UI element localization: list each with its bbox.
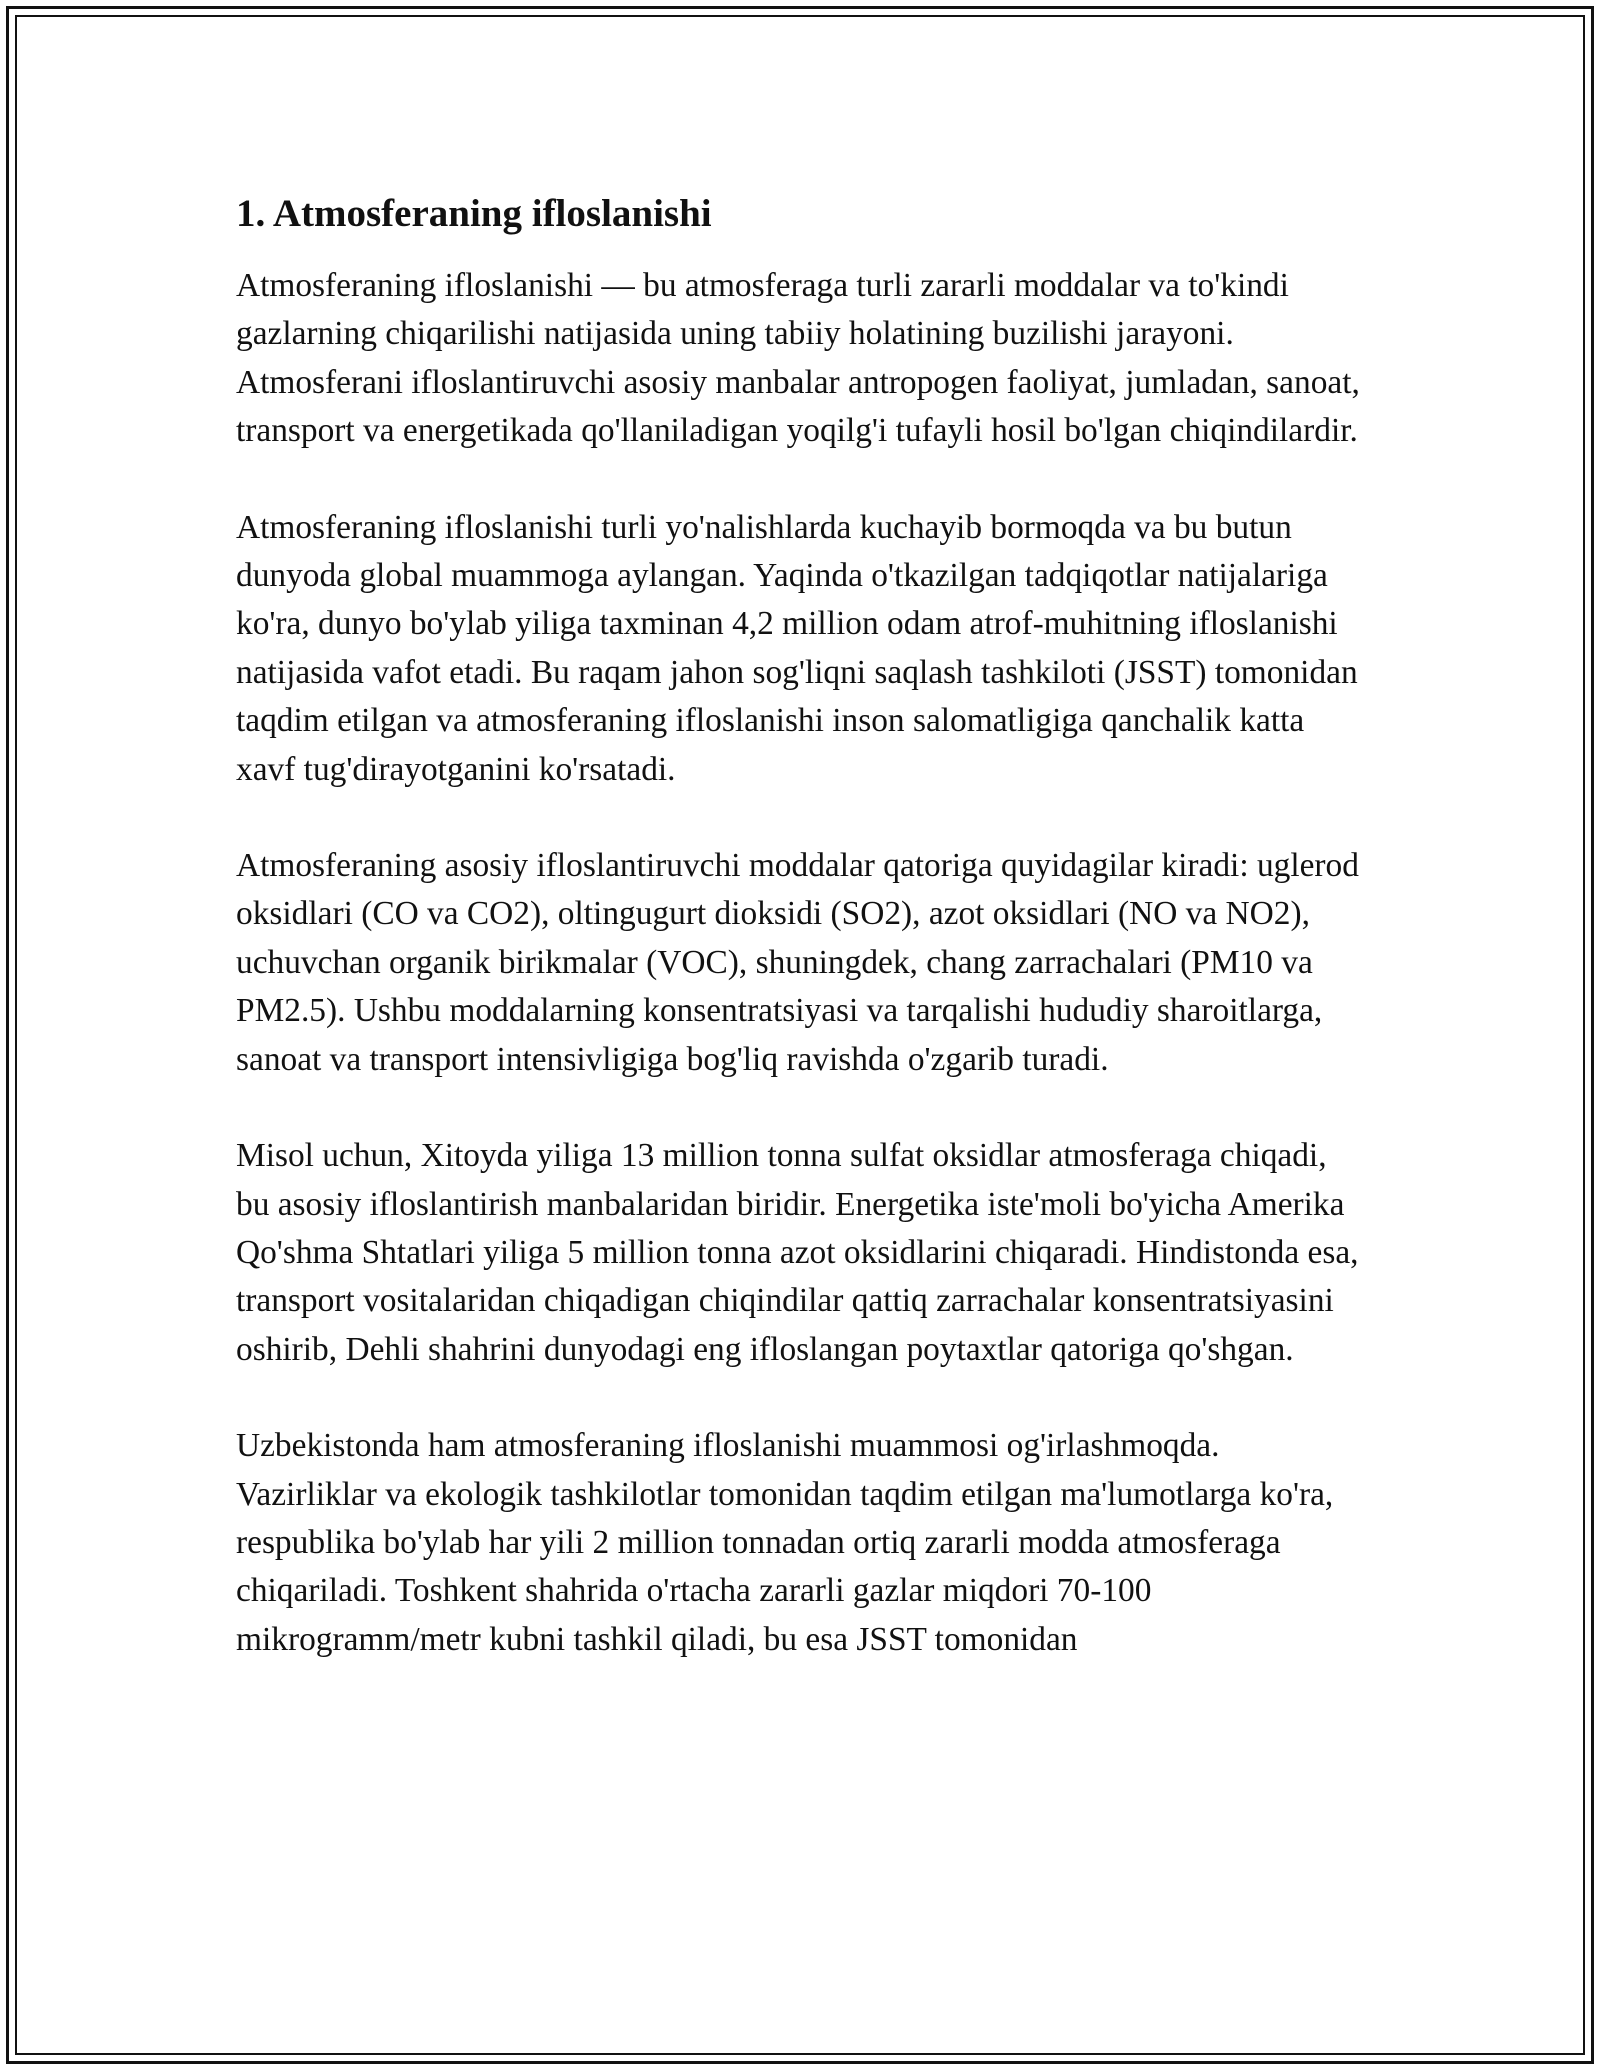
paragraph-global-problem: Atmosferaning ifloslanishi turli yo'nalishlarda kuchayib bormoqda va bu butun dunyoda global muammoga aylangan. Yaqinda o'tkazilgan tadqiqotlar natijalariga ko'ra, dunyo bo'ylab yiliga taxminan 4,2 million odam atrof-muhitning ifloslanishi natijasida vafot etadi. Bu raqam jahon sog'liqni saqlash tashkiloti (JSST) tomonidan taqdim etilgan va atmosferaning ifloslanishi inson salomatligiga qanchalik katta xavf tug'dirayotganini ko'rsatadi. [236,508,1358,788]
paragraph-definition: Atmosferaning ifloslanishi — bu atmosferaga turli zararli moddalar va to'kindi gazlarning chiqarilishi natijasida uning tabiiy holatining buzilishi jarayoni. Atmosferani ifloslantiruvchi asosiy manbalar antropogen faoliyat, jumladan, sanoat, transport va energetikada qo'llaniladigan yoqilg'i tufayli hosil bo'lgan chiqindilardir. [236,267,1360,450]
document-body [236,186,1366,1664]
paragraph-country-examples: Misol uchun, Xitoyda yiliga 13 million tonna sulfat oksidlar atmosferaga chiqadi, bu asosiy ifloslantirish manbalaridan biridir. Energetika iste'moli bo'yicha Amerika Qo'shma Shtatlari yiliga 5 million tonna azot oksidlarini chiqaradi. Hindistonda esa, transport vositalaridan chiqadigan chiqindilar qattiq zarrachalar konsentratsiyasini oshirib, Dehli shahrini dunyodagi eng ifloslangan poytaxtlar qatoriga qo'shgan. [236,1137,1359,1368]
section-heading: 1. Atmosferaning ifloslanishi [236,192,712,235]
paragraph-uzbekistan: Uzbekistonda ham atmosferaning ifloslanishi muammosi og'irlashmoqda. Vazirliklar va ekologik tashkilotlar tomonidan taqdim etilgan ma'lumotlarga ko'ra, respublika bo'ylab har yili 2 million tonnadan ortiq zararli modda atmosferaga chiqariladi. Toshkent shahrida o'rtacha zararli gazlar miqdori 70-100 mikrogramm/metr kubni tashkil qiladi, bu esa JSST tomonidan [236,1427,1334,1658]
paragraph-pollutants: Atmosferaning asosiy ifloslantiruvchi moddalar qatoriga quyidagilar kiradi: uglerod oksidlari (CO va CO2), oltingugurt dioksidi (SO2), azot oksidlari (NO va NO2), uchuvchan organik birikmalar (VOC), shuningdek, chang zarrachalari (PM10 va PM2.5). Ushbu moddalarning konsentratsiyasi va tarqalishi hududiy sharoitlarga, sanoat va transport intensivligiga bog'liq ravishda o'zgarib turadi. [236,847,1359,1078]
